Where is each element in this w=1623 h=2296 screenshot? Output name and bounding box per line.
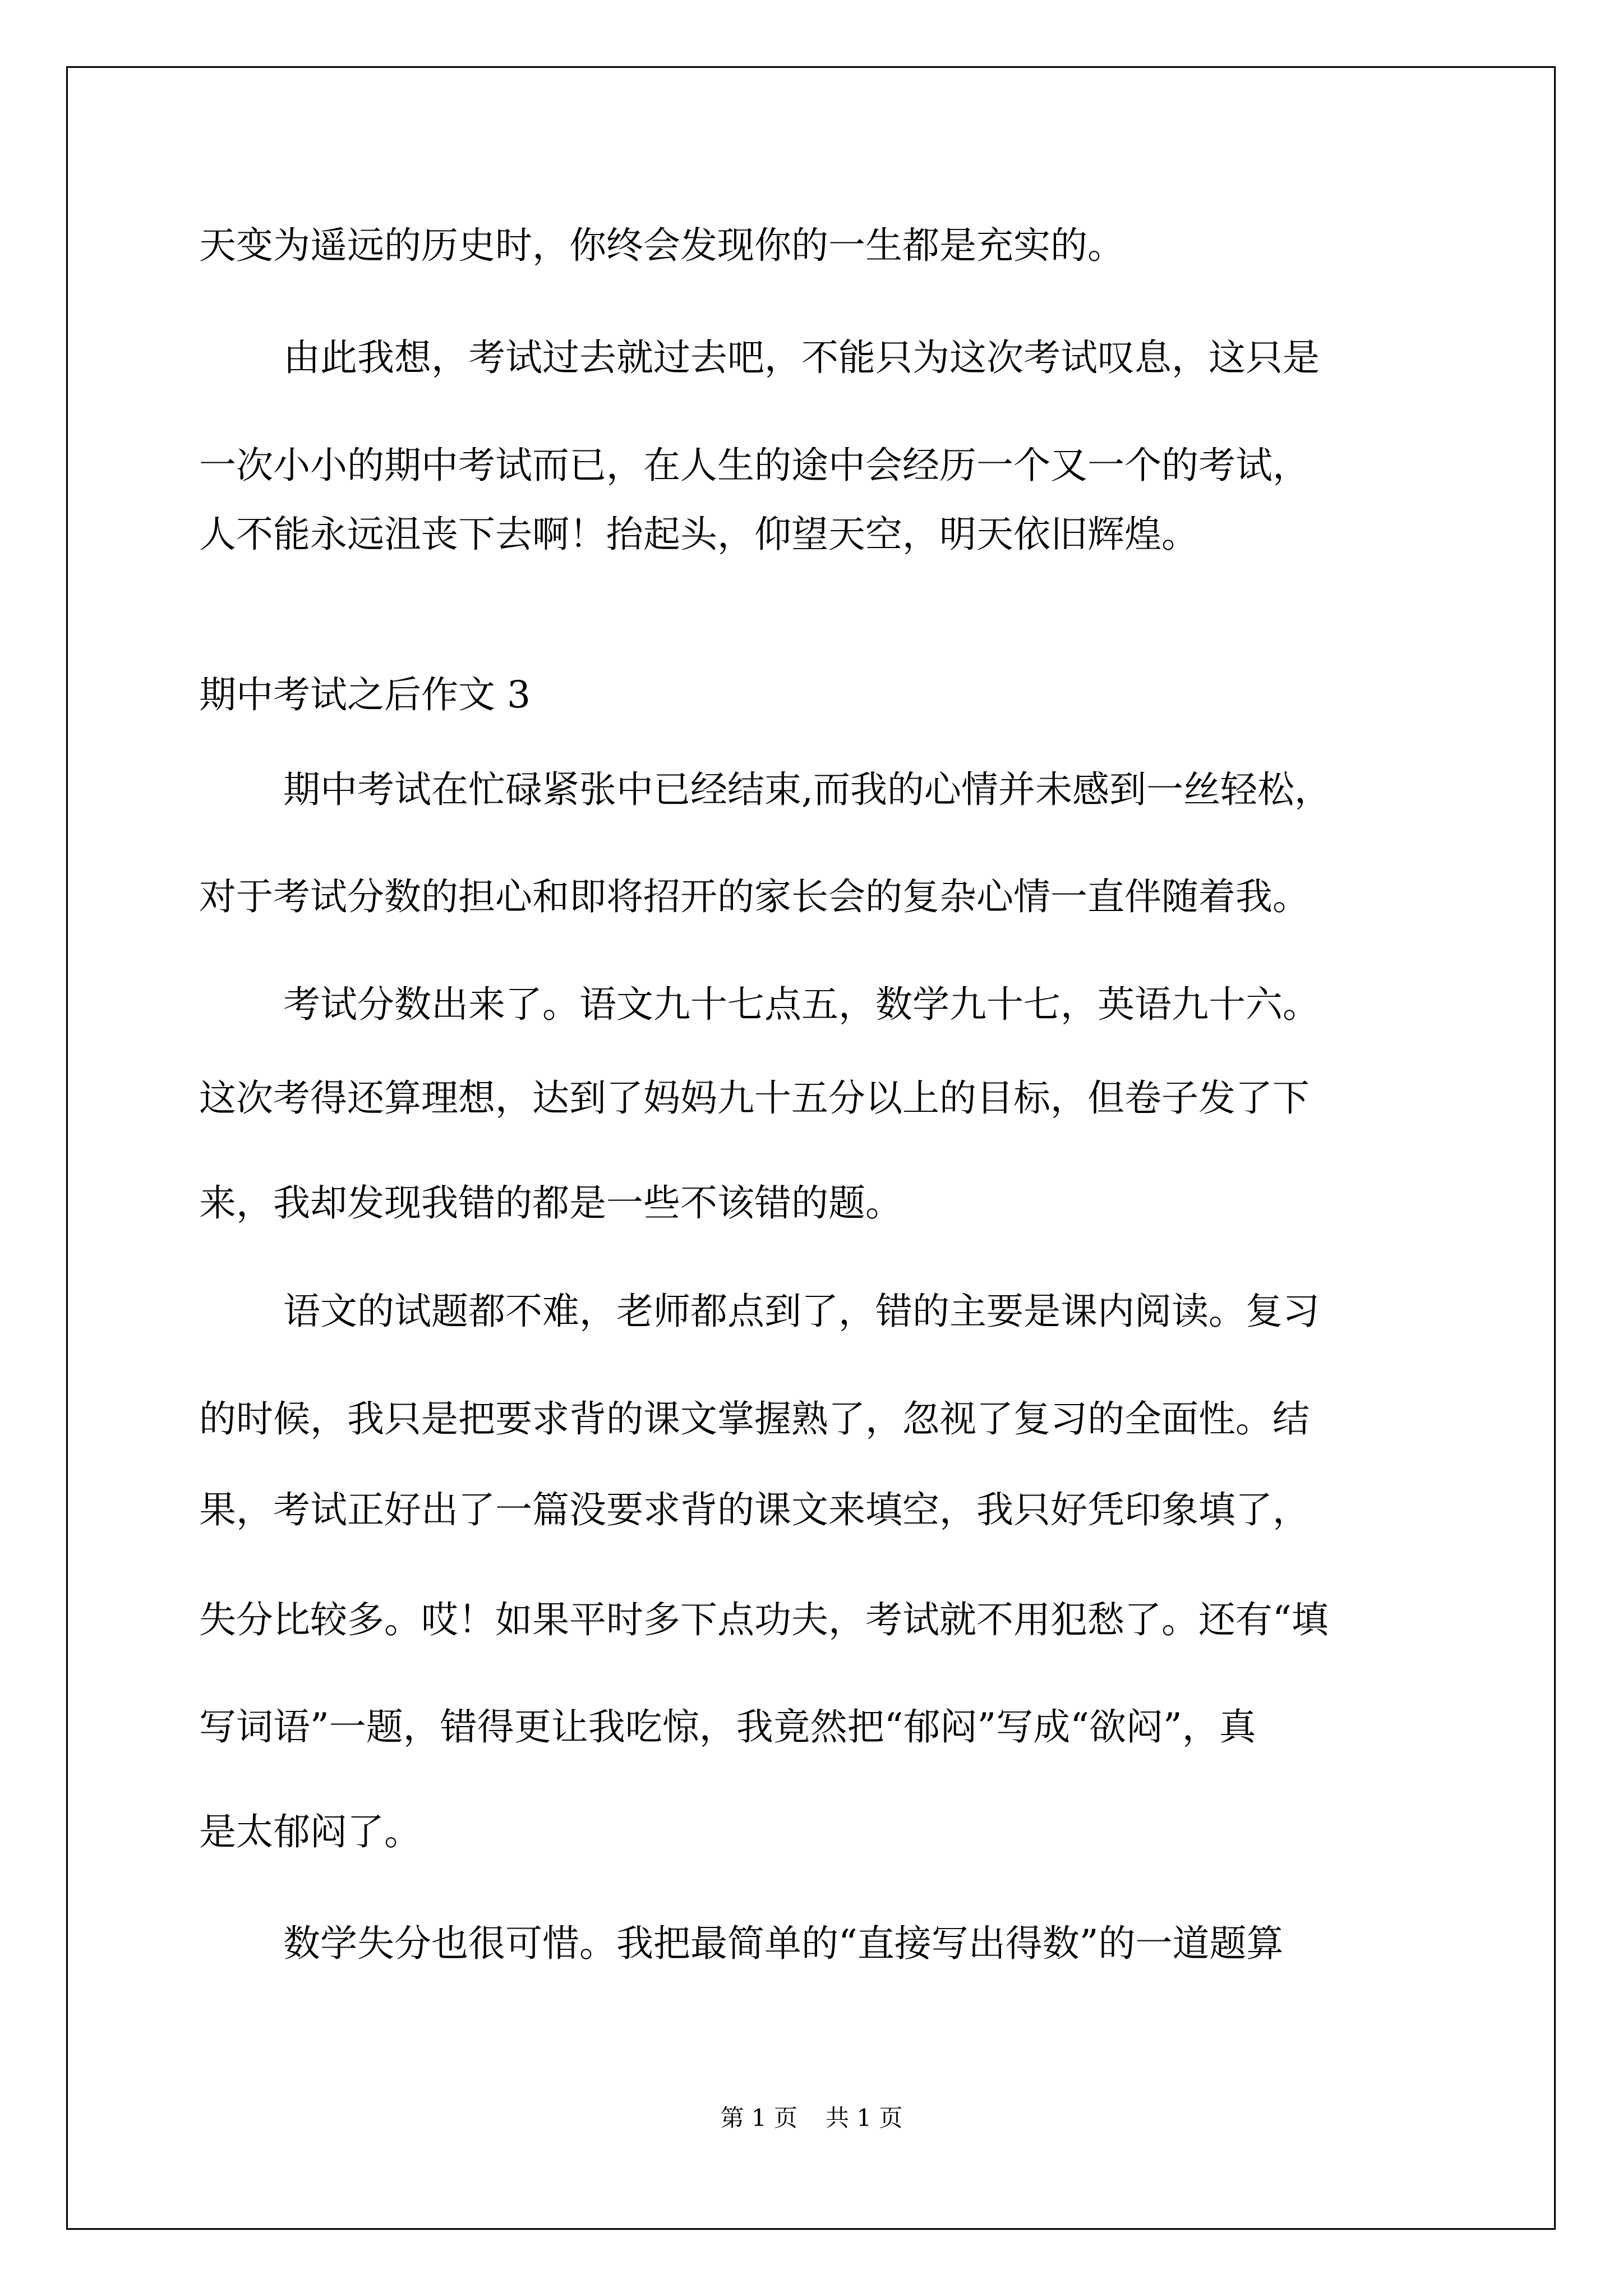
paragraph-line: 数学失分也很可惜。我把最简单的“直接写出得数”的一道题算 xyxy=(283,1922,1284,1965)
paragraph-line: 的时候，我只是把要求背的课文掌握熟了，忽视了复习的全面性。结 xyxy=(199,1397,1310,1441)
paragraph-line: 考试分数出来了。语文九十七点五，数学九十七，英语九十六。 xyxy=(283,983,1320,1026)
page-number: 第 1 页 xyxy=(720,2104,797,2132)
paragraph-line: 对于考试分数的担心和即将招开的家长会的复杂心情一直伴随着我。 xyxy=(199,875,1310,918)
paragraph-line: 语文的试题都不难，老师都点到了，错的主要是课内阅读。复习 xyxy=(283,1290,1320,1333)
section-heading: 期中考试之后作文 3 xyxy=(199,673,531,716)
paragraph-line: 写词语”一题，错得更让我吃惊，我竟然把“郁闷”写成“欲闷”，真 xyxy=(199,1705,1256,1749)
paragraph-line: 这次考得还算理想，达到了妈妈九十五分以上的目标，但卷子发了下 xyxy=(199,1076,1310,1120)
page-total: 共 1 页 xyxy=(826,2104,903,2132)
paragraph-line: 一次小小的期中考试而已，在人生的途中会经历一个又一个的考试， xyxy=(199,444,1310,487)
page-border xyxy=(66,66,1556,2230)
paragraph-line: 由此我想，考试过去就过去吧，不能只为这次考试叹息，这只是 xyxy=(283,336,1320,379)
page-footer xyxy=(0,2106,1623,2130)
paragraph-line: 期中考试在忙碌紧张中已经结束,而我的心情并未感到一丝轻松， xyxy=(283,768,1331,811)
paragraph-line: 来，我却发现我错的都是一些不该错的题。 xyxy=(199,1181,902,1225)
paragraph-line: 失分比较多。哎！如果平时多下点功夫，考试就不用犯愁了。还有“填 xyxy=(199,1598,1329,1641)
paragraph-line: 是太郁闷了。 xyxy=(199,1810,421,1853)
paragraph-line: 天变为遥远的历史时，你终会发现你的一生都是充实的。 xyxy=(199,224,1124,267)
paragraph-line: 果，考试正好出了一篇没要求背的课文来填空，我只好凭印象填了， xyxy=(199,1488,1310,1531)
paragraph-line: 人不能永远沮丧下去啊！抬起头，仰望天空，明天依旧辉煌。 xyxy=(199,513,1198,556)
